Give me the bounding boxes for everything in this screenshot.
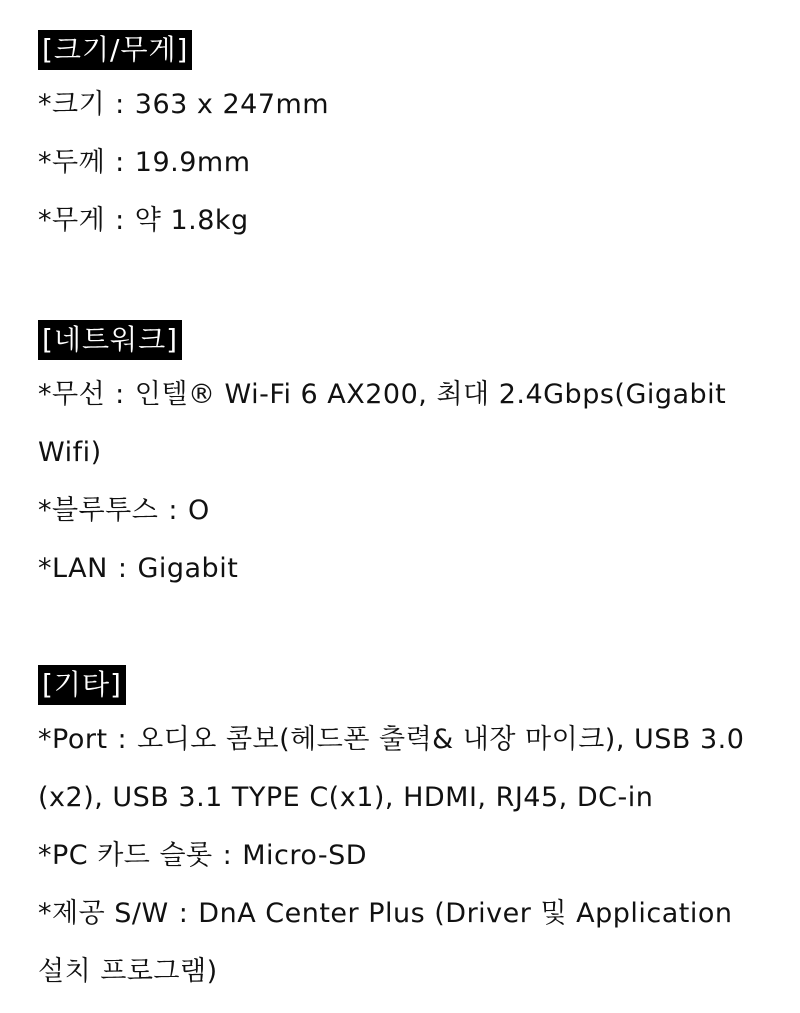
spec-item-thickness xyxy=(38,134,768,192)
spec-value: 인텔® Wi-Fi 6 AX200, 최대 2.4Gbps(Gigabit Wifi) xyxy=(38,379,727,468)
spec-label: *Port xyxy=(38,724,108,755)
spec-separator: : xyxy=(115,147,125,178)
spec-label: *크기 xyxy=(38,89,106,120)
spec-item-card-slot xyxy=(38,827,768,885)
spec-separator: : xyxy=(178,898,189,929)
spec-value: 오디오 콤보(헤드폰 출력& 내장 마이크), USB 3.0 (x2), USB 3.1 TYPE C(x1), HDMI, RJ45, DC-in xyxy=(38,724,745,813)
spec-separator: : xyxy=(115,379,125,410)
section-heading: [기타] xyxy=(38,665,126,705)
spec-item-bluetooth xyxy=(38,482,768,540)
spec-separator: : xyxy=(115,89,125,120)
spec-item-software xyxy=(38,885,768,1001)
spec-item-lan xyxy=(38,540,768,598)
spec-value: Micro-SD xyxy=(242,840,368,871)
spec-value: DnA Center Plus (Driver 및 Application 설치 프로그램) xyxy=(38,898,733,987)
spec-item-size xyxy=(38,76,768,134)
spec-label: *무게 xyxy=(38,205,106,236)
spec-separator: : xyxy=(222,840,233,871)
spec-separator: : xyxy=(117,724,128,755)
section-size-weight xyxy=(38,30,768,250)
spec-label: *PC 카드 슬롯 xyxy=(38,840,213,871)
spec-item-weight xyxy=(38,192,768,250)
spec-label: *제공 S/W xyxy=(38,898,169,929)
spec-value: 363 x 247mm xyxy=(134,89,330,120)
spec-value: 19.9mm xyxy=(134,147,251,178)
spec-value: Gigabit xyxy=(137,553,239,584)
spec-label: *두께 xyxy=(38,147,106,178)
spec-separator: : xyxy=(168,495,178,526)
spec-separator: : xyxy=(115,205,125,236)
spec-label: *LAN xyxy=(38,553,108,584)
spec-label: *블루투스 xyxy=(38,495,159,526)
spec-label: *무선 xyxy=(38,379,106,410)
spec-list xyxy=(38,711,768,1001)
spec-list xyxy=(38,76,768,250)
spec-value: 약 1.8kg xyxy=(134,205,249,236)
section-network xyxy=(38,320,768,598)
spec-value: O xyxy=(187,495,210,526)
spec-separator: : xyxy=(117,553,128,584)
spec-list xyxy=(38,366,768,598)
section-heading: [네트워크] xyxy=(38,320,182,360)
section-etc xyxy=(38,665,768,1001)
spec-item-port xyxy=(38,711,768,827)
spec-item-wireless xyxy=(38,366,768,482)
section-heading: [크기/무게] xyxy=(38,30,192,70)
